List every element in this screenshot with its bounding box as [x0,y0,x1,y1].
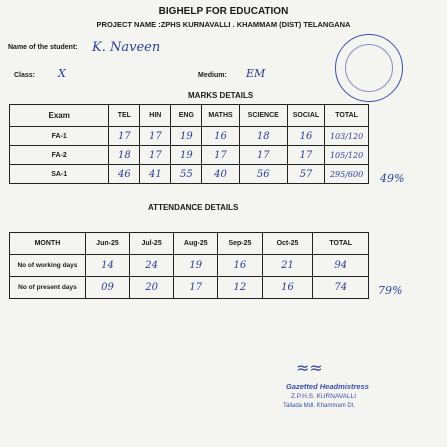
attendance-cell: 16 [262,277,313,299]
mark-cell: 40 [202,165,239,184]
student-name-value: K. Naveen [92,40,161,55]
mark-cell: 16 [202,127,239,146]
header-eng: ENG [171,105,202,127]
mark-cell: 17 [109,127,140,146]
total-cell: 295/600 [325,165,369,184]
student-name-label: Name of the student: [8,44,78,51]
attendance-table [9,232,369,299]
mark-cell: 17 [287,146,324,165]
mark-cell: 17 [140,146,171,165]
attendance-cell: 20 [130,277,174,299]
attendance-percentage-note: 79% [378,284,403,297]
marks-table [9,104,369,184]
total-cell: 103/120 [325,127,369,146]
exam-name: FA-2 [10,146,109,165]
attendance-cell: 24 [130,255,174,277]
header-month-col: Oct-25 [262,233,313,255]
medium-value: EM [246,67,266,80]
row-label: No of present days [10,277,86,299]
table-row [10,127,369,146]
table-row [10,165,369,184]
total-cell: 94 [313,255,369,277]
header-total: TOTAL [325,105,369,127]
mark-cell: 57 [287,165,324,184]
signature-school: Z.P.H.S. KURNAVALLI [291,393,357,400]
project-name: PROJECT NAME :ZPHS KURNAVALLI . KHAMMAM (DIST) TELANGANA [96,20,351,29]
table-row [10,146,369,165]
total-cell: 74 [313,277,369,299]
attendance-cell: 14 [85,255,129,277]
header-month-col: Jun-25 [85,233,129,255]
mark-cell: 18 [109,146,140,165]
signature-title: Gazetted Headmistress [286,382,369,391]
medium-label: Medium: [198,72,227,79]
row-label: No of working days [10,255,86,277]
header-month: MONTH [10,233,86,255]
mark-cell: 56 [239,165,287,184]
attendance-title: ATTENDANCE DETAILS [148,203,239,212]
header-maths: MATHS [202,105,239,127]
attendance-cell: 21 [262,255,313,277]
school-seal-inner [345,44,393,92]
attendance-cell: 19 [174,255,218,277]
header-month-col: Aug-25 [174,233,218,255]
attendance-cell: 17 [174,277,218,299]
mark-cell: 17 [202,146,239,165]
table-row [10,255,369,277]
mark-cell: 19 [171,146,202,165]
mark-cell: 17 [140,127,171,146]
header-month-col: Jul-25 [130,233,174,255]
class-label: Class: [14,72,36,79]
header-total: TOTAL [313,233,369,255]
mark-cell: 55 [171,165,202,184]
header-science: SCIENCE [239,105,287,127]
header-exam: Exam [10,105,109,127]
total-cell: 105/120 [325,146,369,165]
exam-name: SA-1 [10,165,109,184]
attendance-header-row [10,233,369,255]
header-month-col: Sep-25 [218,233,262,255]
header-tel: TEL [109,105,140,127]
mark-cell: 46 [109,165,140,184]
signature-scribble: ≈≈ [296,358,323,377]
table-row [10,277,369,299]
header-social: SOCIAL [287,105,324,127]
org-title: BIGHELP FOR EDUCATION [158,6,289,17]
mark-cell: 17 [239,146,287,165]
class-value: X [58,67,66,80]
header-hin: HIN [140,105,171,127]
exam-name: FA-1 [10,127,109,146]
attendance-cell: 09 [85,277,129,299]
marks-header-row [10,105,369,127]
mark-cell: 16 [287,127,324,146]
attendance-cell: 16 [218,255,262,277]
signature-address: Tallada Mdl. Khammam Dt. [283,403,356,409]
mark-cell: 19 [171,127,202,146]
mark-cell: 18 [239,127,287,146]
marks-title: MARKS DETAILS [188,91,254,100]
mark-cell: 41 [140,165,171,184]
marks-percentage-note: 49% [380,172,405,185]
attendance-cell: 12 [218,277,262,299]
